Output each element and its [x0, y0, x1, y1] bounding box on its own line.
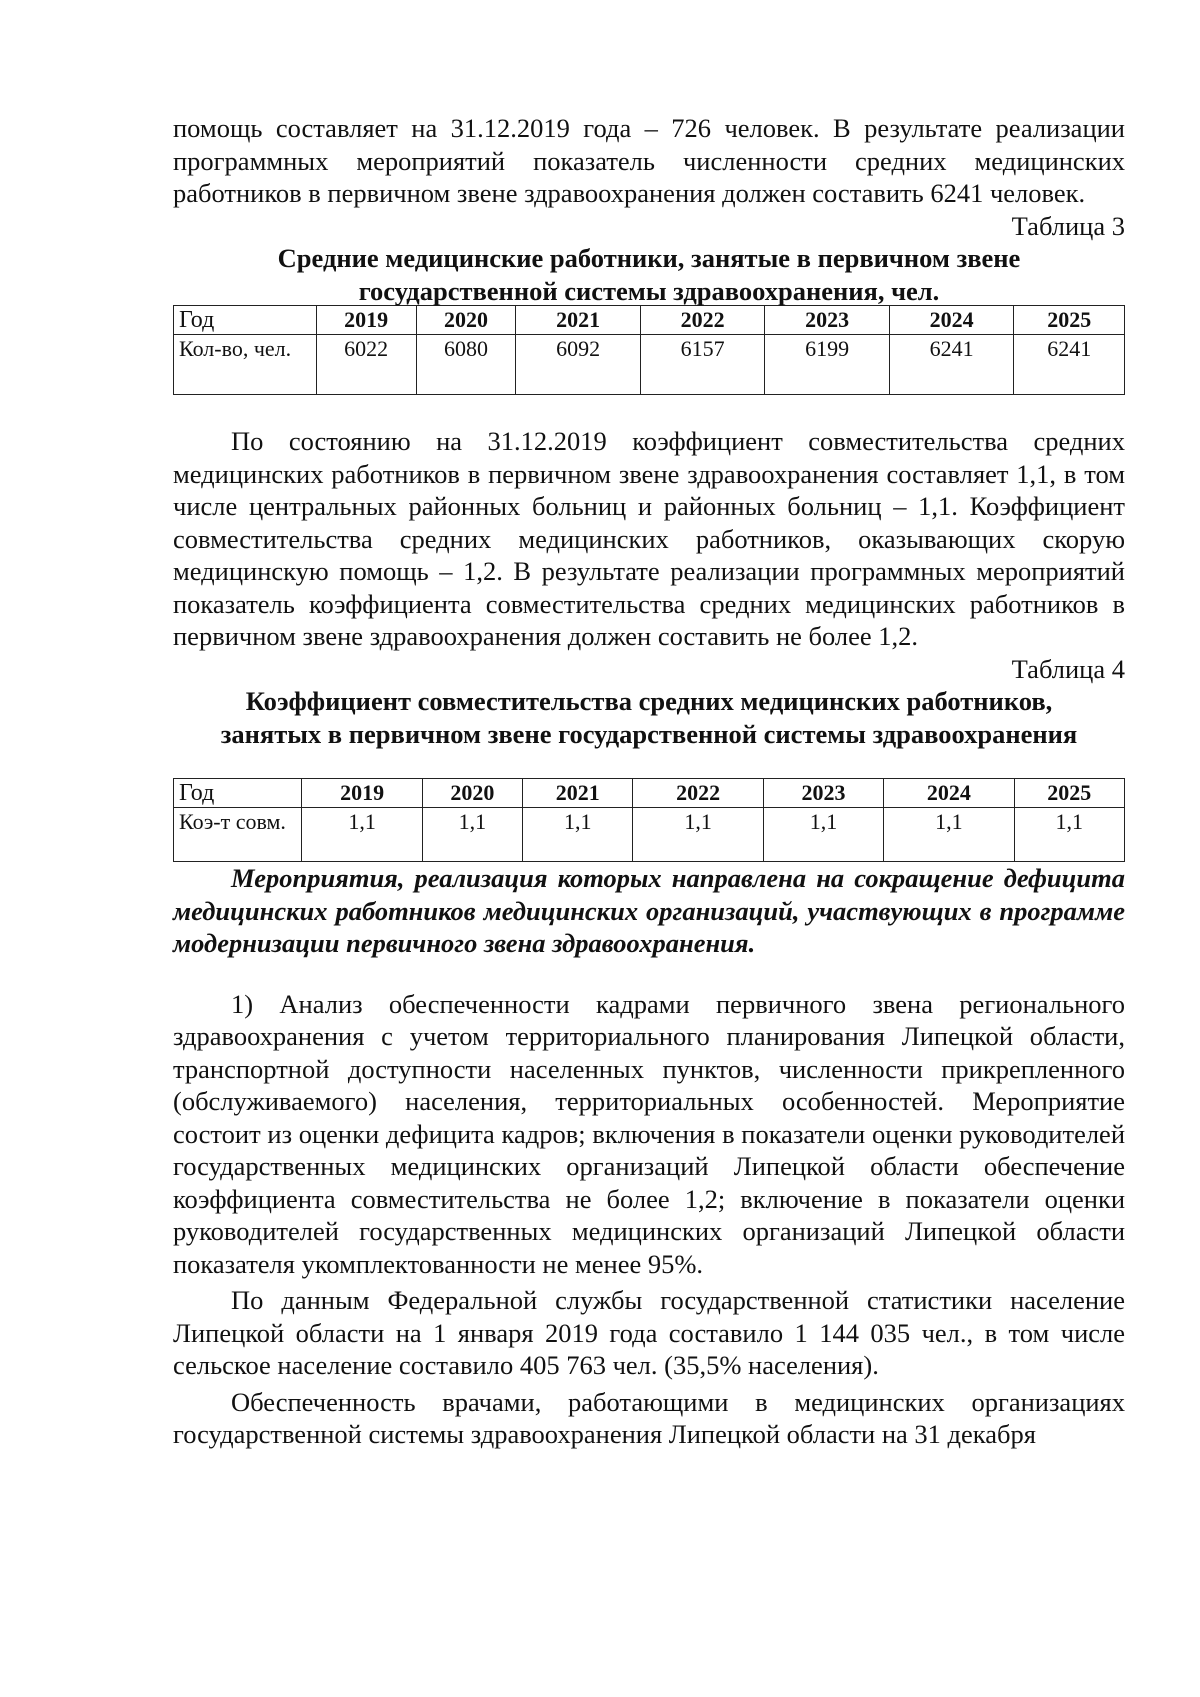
table3 — [173, 305, 1125, 395]
table4-header-cell: 2021 — [523, 779, 633, 808]
paragraph-5: Обеспеченность врачами, работающими в медицинских организациях государственной системы здравоохранения Липецкой области на 31 декабря — [173, 1386, 1125, 1449]
section-heading: Мероприятия, реализация которых направлена на сокращение дефицита медицинских работников медицинских организаций, участвующих в программе модернизации первичного звена здравоохранения. — [173, 863, 1125, 958]
table4-value-cell: 1,1 — [422, 808, 522, 862]
table4-data-row — [174, 808, 1125, 862]
table3-value-cell: 6080 — [416, 335, 516, 395]
table3-header-cell: 2025 — [1014, 306, 1125, 335]
table3-value-cell: 6157 — [640, 335, 765, 395]
table3-header-cell: 2019 — [316, 306, 416, 335]
table4-header-cell: 2024 — [884, 779, 1014, 808]
paragraph-2: По состоянию на 31.12.2019 коэффициент совместительства средних медицинских работников в первичном звене здравоохранения составляет 1,1, в том числе центральных районных больниц и районных больниц – 1,1. Коэффициент совместительства средних медицинских работников, оказывающих скорую медицинскую помощь – 1,2. В результате реализации программных мероприятий показатель коэффициента совместительства средних медицинских работников в первичном звене здравоохранения должен составить не более 1,2. — [173, 426, 1125, 651]
table4-header-row — [174, 779, 1125, 808]
paragraph-3: 1) Анализ обеспеченности кадрами первичного звена регионального здравоохранения с учетом территориального планирования Липецкой области, транспортной доступности населенных пунктов, численности прикрепленного (обслуживаемого) населения, территориальных особенностей. Мероприятие состоит из оценки дефицита кадров; включения в показатели оценки руководителей государственных медицинских организаций Липецкой области обеспечение коэффициента совместительства не более 1,2; включение в показатели оценки руководителей государственных медицинских организаций Липецкой области показателя укомплектованности не менее 95%. — [173, 988, 1125, 1279]
table3-header-cell: 2022 — [640, 306, 765, 335]
table3-header-cell: 2024 — [889, 306, 1014, 335]
table3-value-cell: 6241 — [889, 335, 1014, 395]
table4-header-cell: Год — [174, 779, 302, 808]
table4-value-cell: 1,1 — [523, 808, 633, 862]
table4-value-cell: 1,1 — [763, 808, 883, 862]
table3-header-cell: 2023 — [765, 306, 890, 335]
table3-header-row — [174, 306, 1125, 335]
paragraph-4: По данным Федеральной службы государственной статистики население Липецкой области на 1 января 2019 года составило 1 144 035 чел., в том числе сельское население составило 405 763 чел. (35,5% населения). — [173, 1285, 1125, 1380]
table4-header-cell: 2025 — [1014, 779, 1124, 808]
table4-header-cell: 2020 — [422, 779, 522, 808]
table3-caption: Таблица 3 — [1011, 210, 1125, 241]
table3-value-cell: 6092 — [516, 335, 641, 395]
table4-header-cell: 2023 — [763, 779, 883, 808]
table3-header-cell: 2021 — [516, 306, 641, 335]
table4-title-line1: Коэффициент совместительства средних медицинских работников, — [245, 686, 1053, 716]
table4-value-cell: 1,1 — [302, 808, 422, 862]
table3-title-line1: Средние медицинские работники, занятые в первичном звене — [277, 243, 1021, 273]
intro-paragraph: помощь составляет на 31.12.2019 года – 726 человек. В результате реализации программных мероприятий показатель численности средних медицинских работников в первичном звене здравоохранения должен составить 6241 человек. — [173, 113, 1125, 208]
table3-row-label: Кол-во, чел. — [174, 335, 317, 395]
table4-header-cell: 2022 — [633, 779, 763, 808]
table4-row-label: Коэ-т совм. — [174, 808, 302, 862]
table3-value-cell: 6241 — [1014, 335, 1125, 395]
table3-value-cell: 6022 — [316, 335, 416, 395]
table4-value-cell: 1,1 — [1014, 808, 1124, 862]
table3-header-cell: 2020 — [416, 306, 516, 335]
table4-title-line2: занятых в первичном звене государственной системы здравоохранения — [220, 718, 1078, 749]
table3-header-cell: Год — [174, 306, 317, 335]
table4-caption: Таблица 4 — [1011, 653, 1125, 684]
table3-data-row — [174, 335, 1125, 395]
document-page — [173, 112, 1125, 1451]
table3-value-cell: 6199 — [765, 335, 890, 395]
table4-header-cell: 2019 — [302, 779, 422, 808]
table4 — [173, 778, 1125, 862]
table3-title-line2: государственной системы здравоохранения, чел. — [358, 275, 940, 306]
table4-value-cell: 1,1 — [633, 808, 763, 862]
table4-value-cell: 1,1 — [884, 808, 1014, 862]
